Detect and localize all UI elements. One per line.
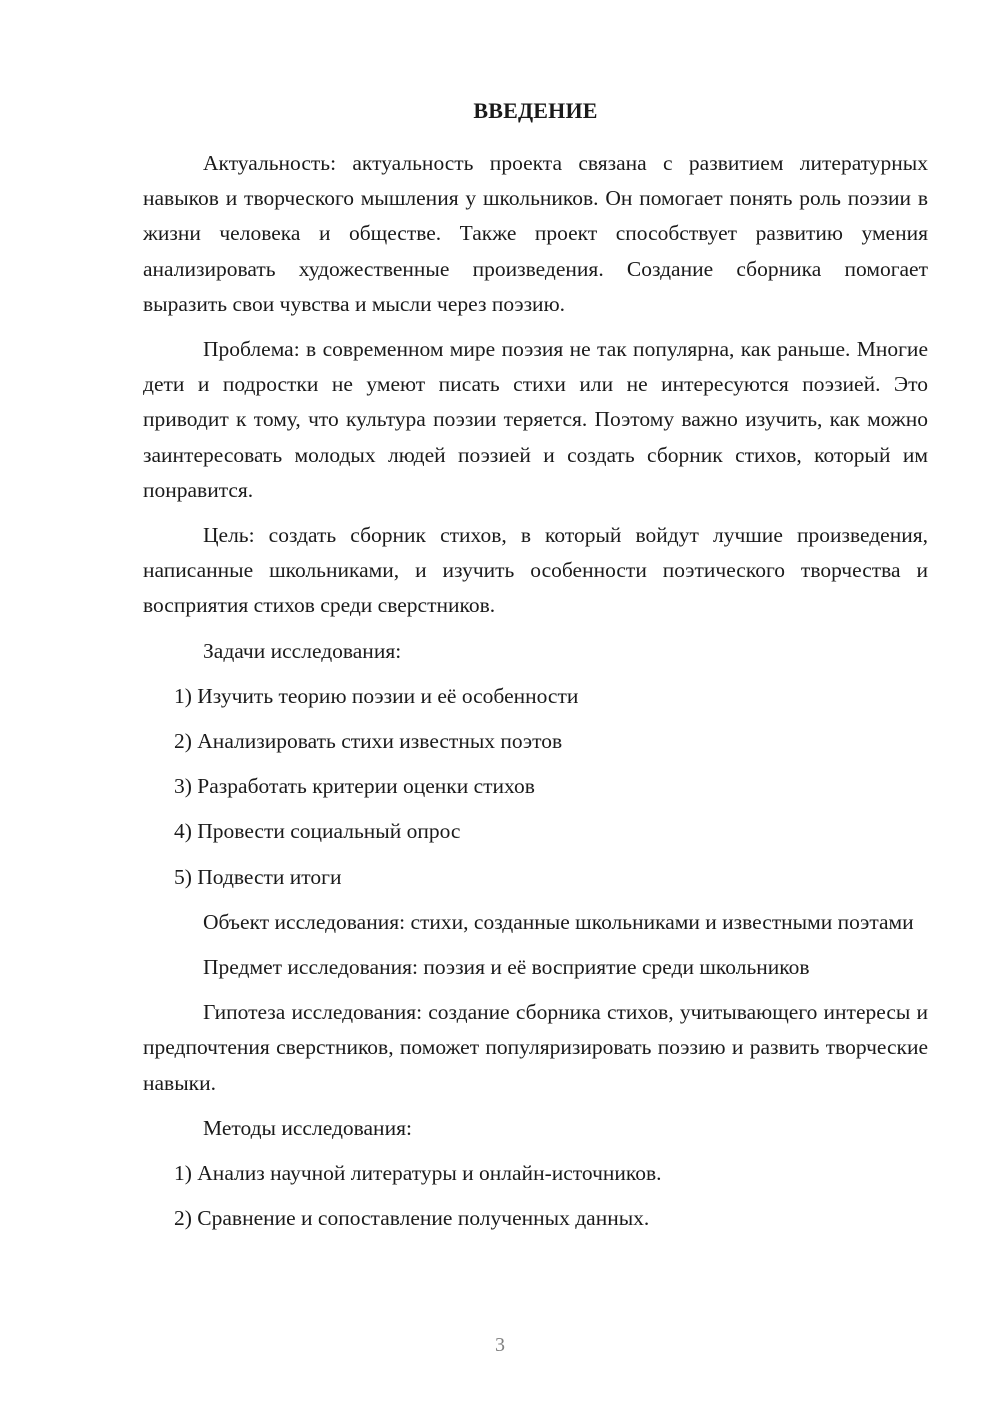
hypothesis-paragraph: Гипотеза исследования: создание сборника стихов, учитывающего интересы и предпочтения сверстников, поможет популяризировать поэзию и развить творческие навыки. bbox=[143, 1000, 928, 1095]
methods-label: Методы исследования: bbox=[203, 1115, 412, 1140]
object-paragraph: Объект исследования: стихи, созданные школьниками и известными поэтами bbox=[203, 909, 914, 934]
tasks-list bbox=[143, 679, 928, 895]
problem-paragraph: Проблема: в современном мире поэзия не так популярна, как раньше. Многие дети и подростки не умеют писать стихи или не интересуются поэзией. Это приводит к тому, что культура поэзии теряется. Поэтому важно изучить, как можно заинтересовать молодых людей поэзией и создать сборник стихов, который им понравится. bbox=[143, 337, 928, 502]
list-item: 1) Анализ научной литературы и онлайн-источников. bbox=[174, 1161, 662, 1186]
document-page bbox=[143, 96, 928, 1246]
section-title: ВВЕДЕНИЕ bbox=[473, 98, 598, 123]
list-item: 4) Провести социальный опрос bbox=[174, 819, 461, 844]
page-number: 3 bbox=[495, 1334, 505, 1356]
subject-paragraph: Предмет исследования: поэзия и её восприятие среди школьников bbox=[203, 955, 810, 980]
list-item: 1) Изучить теорию поэзии и её особенности bbox=[174, 683, 579, 708]
tasks-label: Задачи исследования: bbox=[203, 638, 402, 663]
list-item: 5) Подвести итоги bbox=[174, 864, 342, 889]
methods-list bbox=[143, 1156, 928, 1236]
goal-paragraph: Цель: создать сборник стихов, в который войдут лучшие произведения, написанные школьниками, и изучить особенности поэтического творчества и восприятия стихов среди сверстников. bbox=[143, 523, 928, 618]
list-item: 2) Анализировать стихи известных поэтов bbox=[174, 729, 563, 754]
list-item: 3) Разработать критерии оценки стихов bbox=[174, 774, 535, 799]
list-item: 2) Сравнение и сопоставление полученных данных. bbox=[174, 1206, 650, 1231]
relevance-paragraph: Актуальность: актуальность проекта связана с развитием литературных навыков и творческого мышления у школьников. Он помогает понять роль поэзии в жизни человека и обществе. Также проект способствует развитию умения анализировать художественные произведения. Создание сборника помогает выразить свои чувства и мысли через поэзию. bbox=[143, 151, 928, 316]
